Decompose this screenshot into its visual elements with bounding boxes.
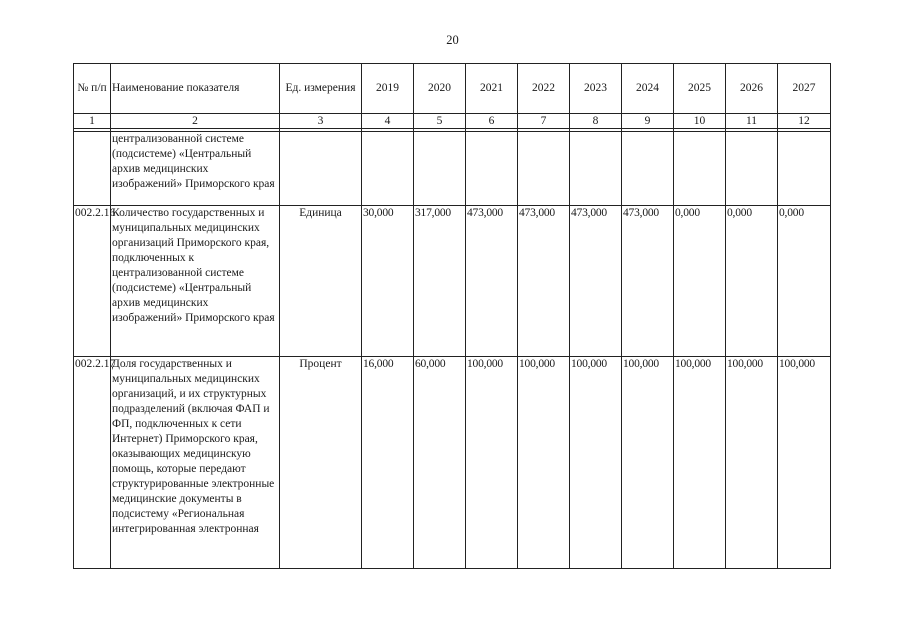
value-cell: 100,000 (674, 357, 726, 569)
value-cell (362, 132, 414, 206)
value-cell: 100,000 (466, 357, 518, 569)
header-indicator-name: Наименование показателя (111, 64, 280, 114)
value-cell (570, 132, 622, 206)
value-cell: 473,000 (466, 206, 518, 357)
value-cell: 317,000 (414, 206, 466, 357)
value-cell: 100,000 (622, 357, 674, 569)
column-number: 7 (518, 114, 570, 129)
column-number: 10 (674, 114, 726, 129)
value-cell: 0,000 (674, 206, 726, 357)
header-year: 2019 (362, 64, 414, 114)
row-number: 002.2.17 (74, 357, 111, 569)
value-cell: 0,000 (726, 206, 778, 357)
value-cell: 100,000 (778, 357, 831, 569)
value-cell: 100,000 (570, 357, 622, 569)
page-number: 20 (446, 33, 459, 47)
value-cell: 100,000 (726, 357, 778, 569)
value-cell: 60,000 (414, 357, 466, 569)
column-number: 5 (414, 114, 466, 129)
unit-cell: Процент (280, 357, 362, 569)
column-number: 9 (622, 114, 674, 129)
value-cell: 473,000 (622, 206, 674, 357)
table-row (74, 206, 831, 357)
column-number: 2 (111, 114, 280, 129)
header-year: 2021 (466, 64, 518, 114)
column-number-row (74, 114, 831, 129)
row-number: 002.2.16 (74, 206, 111, 357)
unit-cell: Единица (280, 206, 362, 357)
column-number: 1 (74, 114, 111, 129)
value-cell: 473,000 (570, 206, 622, 357)
value-cell (414, 132, 466, 206)
indicator-name: Доля государственных и муниципальных медицинских организаций, и их структурных подразделений (включая ФАП и ФП, подключенных к сети Интернет) Приморского края, оказывающих медицинскую помощь, которые передают структурированные электронные медицинские документы в подсистему «Региональная интегрированная электронная (112, 358, 275, 535)
indicator-name-cell (111, 357, 280, 569)
column-number: 6 (466, 114, 518, 129)
value-cell: 30,000 (362, 206, 414, 357)
indicators-table (73, 63, 831, 569)
table-row (74, 132, 831, 206)
table-row (74, 357, 831, 569)
column-number: 11 (726, 114, 778, 129)
value-cell (622, 132, 674, 206)
header-unit: Ед. измерения (280, 64, 362, 114)
value-cell: 100,000 (518, 357, 570, 569)
column-number: 8 (570, 114, 622, 129)
header-year: 2022 (518, 64, 570, 114)
value-cell (674, 132, 726, 206)
table-header-row (74, 64, 831, 114)
column-number: 3 (280, 114, 362, 129)
column-number: 4 (362, 114, 414, 129)
header-year: 2023 (570, 64, 622, 114)
value-cell (778, 132, 831, 206)
header-number: № п/п (74, 64, 111, 114)
value-cell: 0,000 (778, 206, 831, 357)
unit-cell (280, 132, 362, 206)
value-cell (726, 132, 778, 206)
value-cell: 473,000 (518, 206, 570, 357)
header-year: 2020 (414, 64, 466, 114)
indicator-name: централизованной системе (подсистеме) «Центральный архив медицинских изображений» Приморского края (111, 132, 280, 206)
header-year: 2024 (622, 64, 674, 114)
column-number: 12 (778, 114, 831, 129)
indicator-name: Количество государственных и муниципальных медицинских организаций Приморского края, подключенных к централизованной системе (подсистеме) «Центральный архив медицинских изображений» Приморского края (111, 206, 280, 357)
value-cell (466, 132, 518, 206)
value-cell: 16,000 (362, 357, 414, 569)
value-cell (518, 132, 570, 206)
header-year: 2025 (674, 64, 726, 114)
header-year: 2027 (778, 64, 831, 114)
header-year: 2026 (726, 64, 778, 114)
row-number (74, 132, 111, 206)
